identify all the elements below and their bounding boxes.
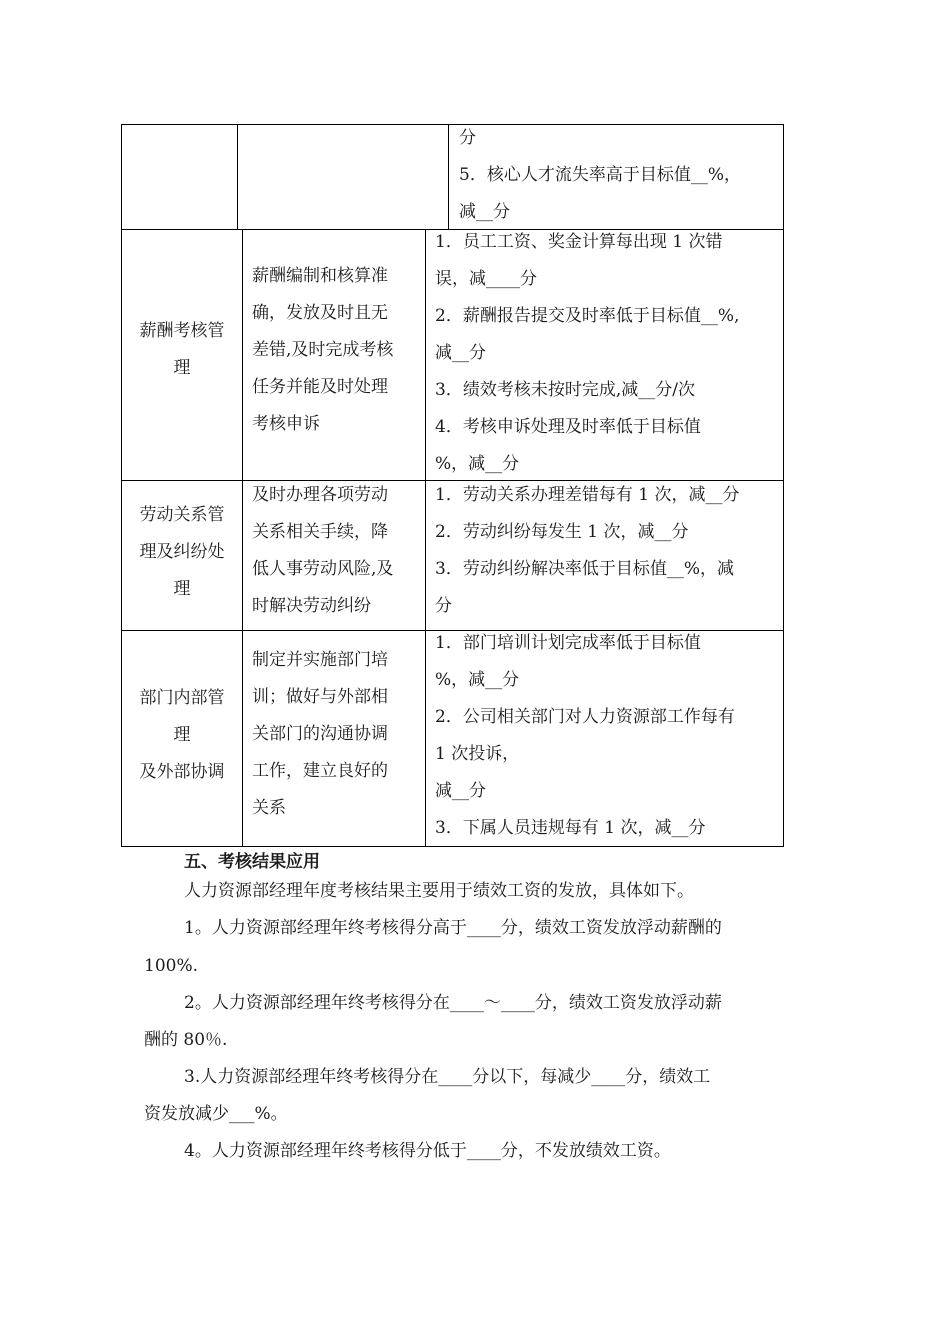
list-item: 4。人力资源部经理年终考核得分低于____分，不发放绩效工资。 (184, 1141, 671, 1161)
list-item: 3.人力资源部经理年终考核得分在____分以下，每减少____分，绩效工 (184, 1067, 711, 1087)
table-cell-goal: 及时办理各项劳动 关系相关手续，降 低人事劳动风险,及 时解决劳动纠纷 (252, 485, 394, 616)
col-divider (425, 229, 426, 847)
table-cell-standard: 1．劳动关系办理差错每有 1 次，减__分 2．劳动纠纷每发生 1 次，减__分 3．劳动纠纷解决率低于目标值__%，减 分 (435, 485, 740, 616)
table-cell-goal: 薪酬编制和核算准 确，发放及时且无 差错,及时完成考核 任务并能及时处理 考核申诉 (252, 266, 394, 434)
table-cell-goal: 制定并实施部门培 训；做好与外部相 关部门的沟通协调 工作，建立良好的 关系 (252, 650, 388, 818)
list-item-continuation: 100%. (144, 956, 199, 976)
section-intro: 人力资源部经理年度考核结果主要用于绩效工资的发放，具体如下。 (184, 881, 694, 901)
list-item-continuation: 酬的 80％. (144, 1030, 228, 1050)
table-cell-standard-continued: 分 5．核心人才流失率高于目标值__%， 减__分 (459, 128, 741, 222)
table-border-right (783, 124, 784, 847)
table-cell-item: 劳动关系管 理及纠纷处 理 (139, 505, 225, 599)
col-divider (242, 229, 243, 847)
list-item: 1。人力资源部经理年终考核得分高于____分，绩效工资发放浮动薪酬的 (184, 918, 722, 938)
table-cell-item: 薪酬考核管 理 (139, 321, 225, 378)
list-item-continuation: 资发放减少___%。 (144, 1104, 288, 1124)
table-cell-standard: 1．部门培训计划完成率低于目标值 %，减__分 2．公司相关部门对人力资源部工作每有 1 次投诉， 减__分 3．下属人员违规每有 1 次，减__分 (435, 633, 735, 838)
col-divider (237, 124, 238, 230)
table-cell-item: 部门内部管 理 及外部协调 (139, 688, 225, 782)
list-item: 2。人力资源部经理年终考核得分在____～____分，绩效工资发放浮动薪 (184, 993, 722, 1013)
table-cell-standard: 1．员工工资、奖金计算每出现 1 次错 误，减____分 2．薪酬报告提交及时率低于目标值__%, 减__分 3．绩效考核未按时完成,减__分/次 4．考核申诉处理及时率低于目标值 %，减__分 (435, 232, 740, 474)
section-heading: 五、考核结果应用 (184, 852, 320, 872)
col-divider (448, 124, 449, 230)
